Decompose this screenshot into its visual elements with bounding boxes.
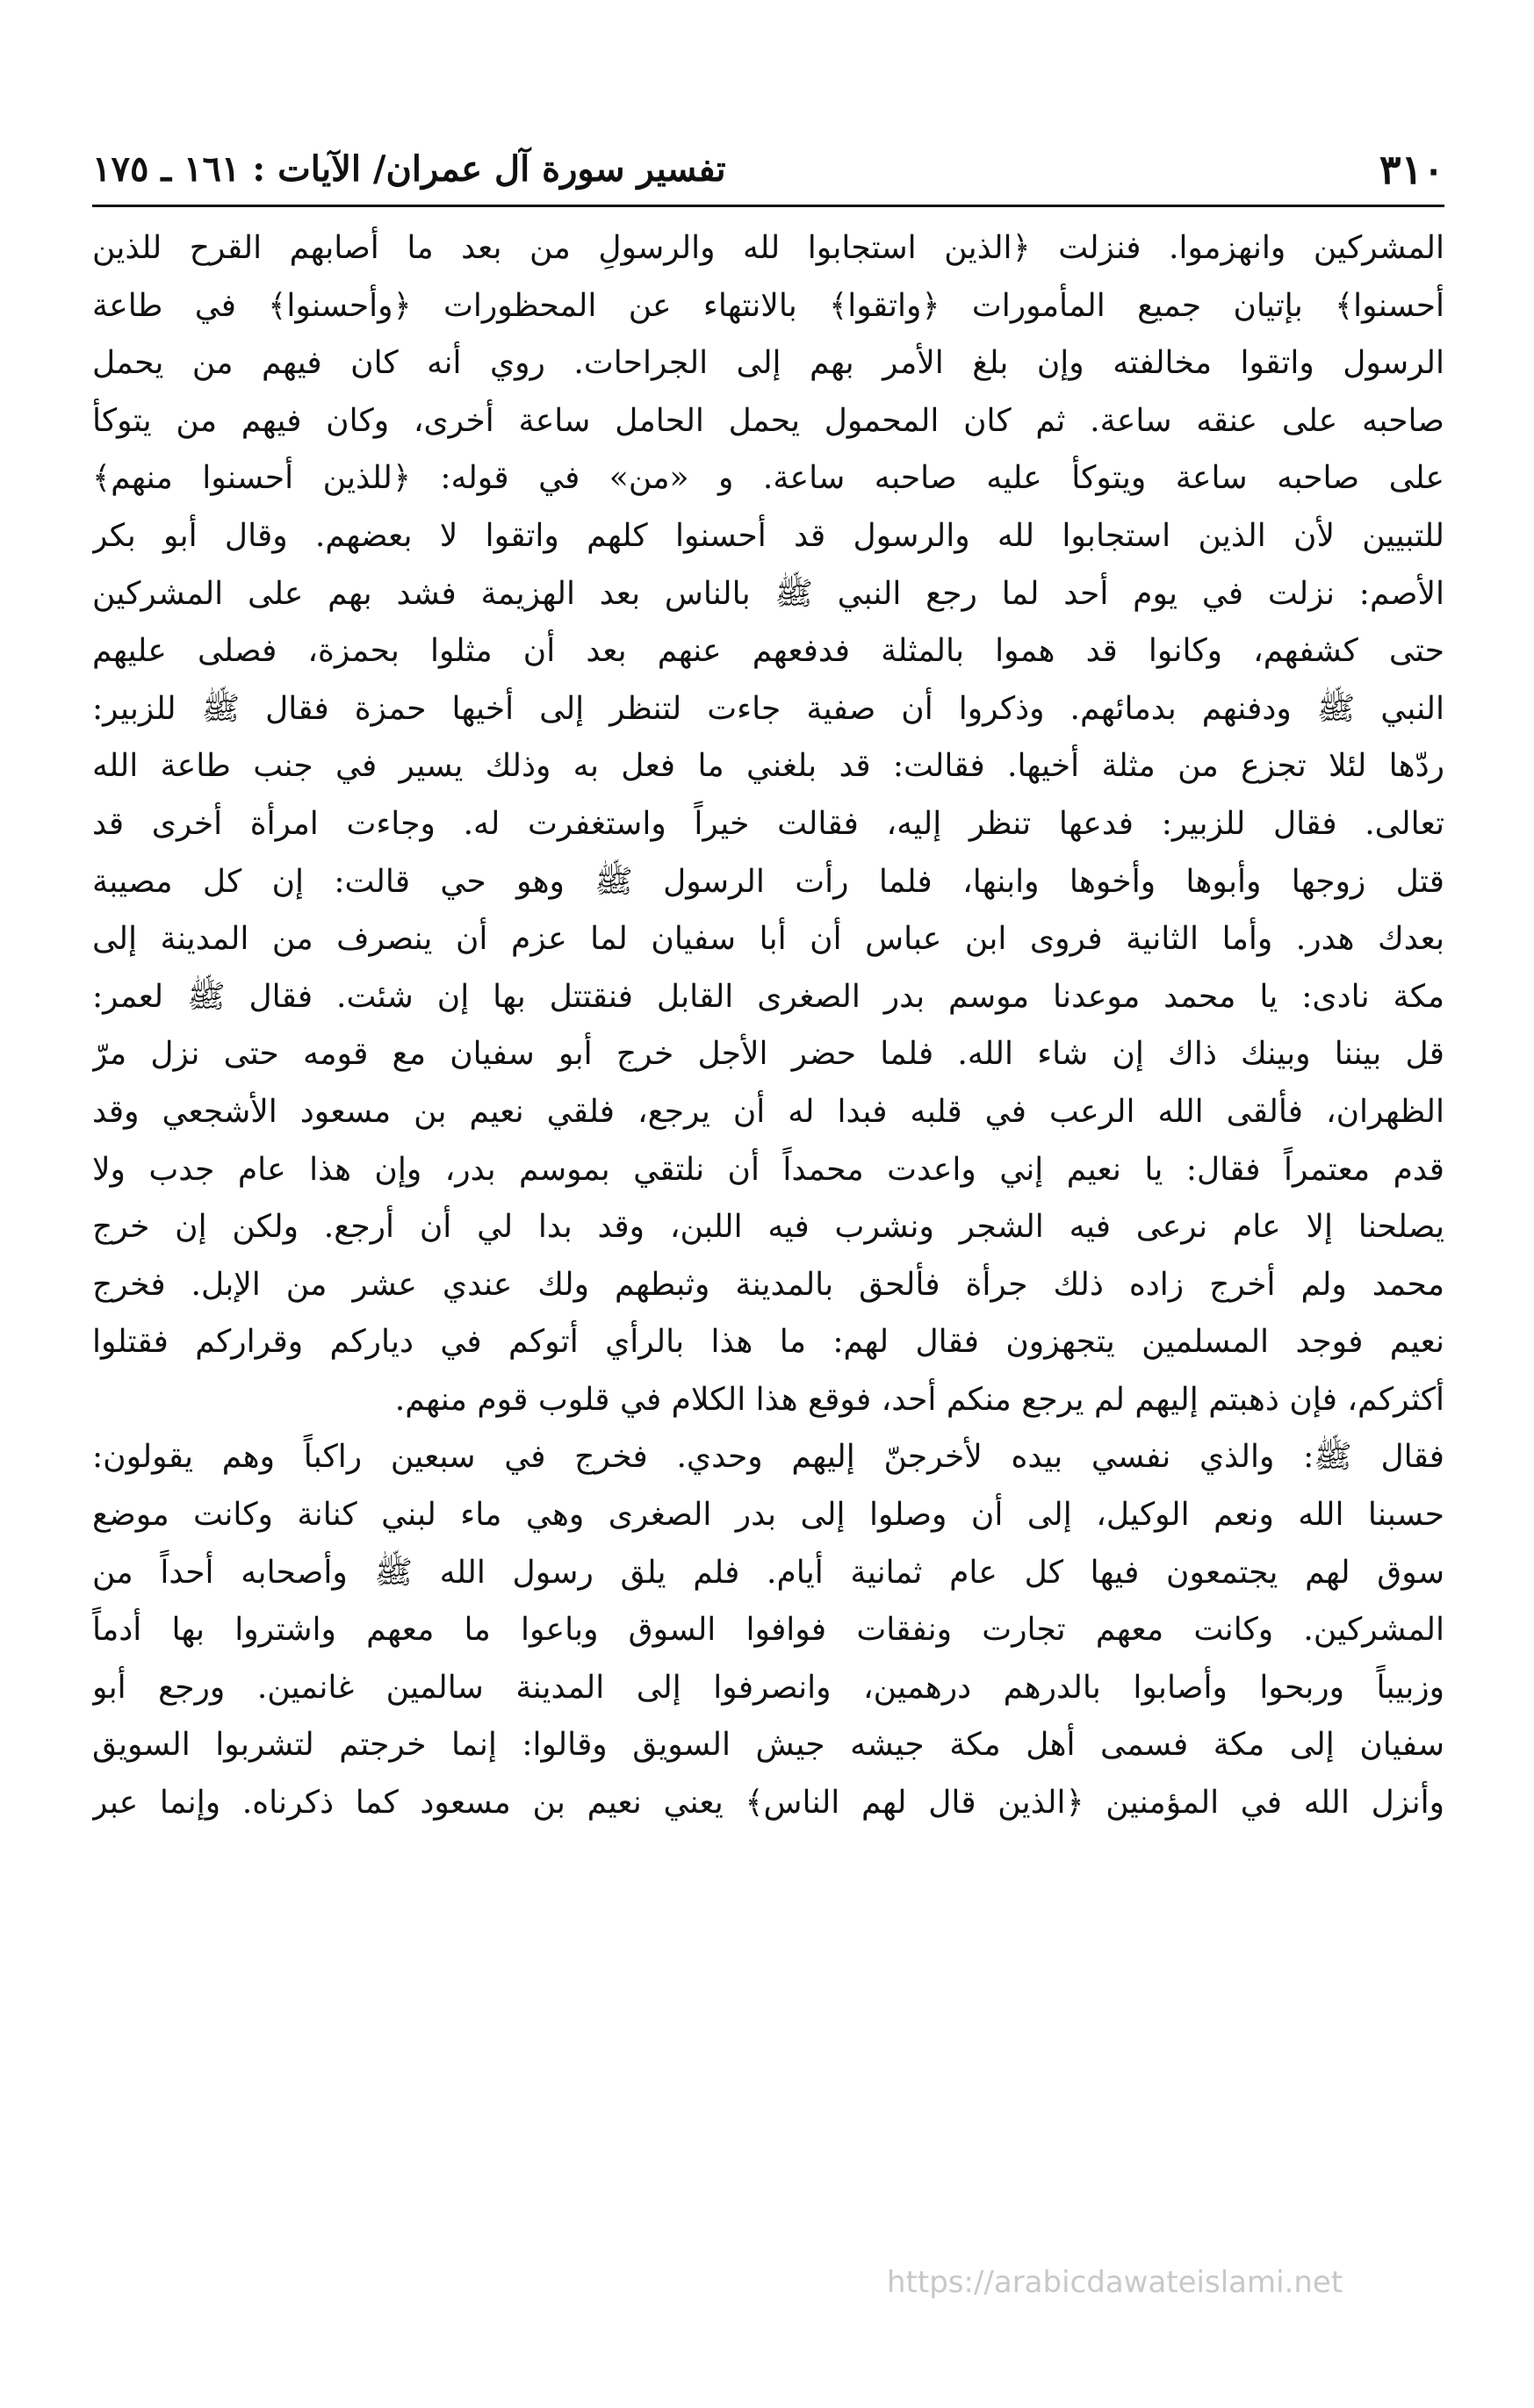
text-line: سفيان إلى مكة فسمى أهل مكة جيشه جيش السويق وقالوا: إنما خرجتم لتشربوا السويق [92, 1727, 1444, 1764]
text-line: حسبنا الله ونعم الوكيل، إلى أن وصلوا إلى بدر الصغرى وهي ماء لبني كنانة وكانت موضع [92, 1497, 1444, 1534]
text-line: قتل زوجها وأبوها وأخوها وابنها، فلما رأت الرسول ﷺ وهو حي قالت: إن كل مصيبة [92, 863, 1444, 900]
running-title: تفسير سورة آل عمران/ الآيات : ١٦١ ـ ١٧٥ [92, 148, 726, 190]
text-line: نعيم فوجد المسلمين يتجهزون فقال لهم: ما هذا بالرأي أتوكم في دياركم وقراركم فقتلوا [92, 1324, 1444, 1361]
text-line: وأنزل الله في المؤمنين ﴿الذين قال لهم الناس﴾ يعني نعيم بن مسعود كما ذكرناه. وإنما عبر [92, 1785, 1444, 1822]
text-line: الرسول واتقوا مخالفته وإن بلغ الأمر بهم إلى الجراحات. روي أنه كان فيهم من يحمل [92, 345, 1444, 382]
text-line: أحسنوا﴾ بإتيان جميع المأمورات ﴿واتقوا﴾ بالانتهاء عن المحظورات ﴿وأحسنوا﴾ في طاعة [92, 287, 1444, 324]
page-header [92, 139, 1444, 200]
text-line: للتبيين لأن الذين استجابوا لله والرسول قد أحسنوا كلهم واتقوا لا بعضهم. وقال أبو بكر [92, 517, 1444, 554]
text-line: النبي ﷺ ودفنهم بدمائهم. وذكروا أن صفية جاءت لتنظر إلى أخيها حمزة فقال ﷺ للزبير: [92, 690, 1444, 727]
text-line: يصلحنا إلا عام نرعى فيه الشجر ونشرب فيه اللبن، وقد بدا لي أن أرجع. ولكن إن خرج [92, 1209, 1444, 1246]
text-line: صاحبه على عنقه ساعة. ثم كان المحمول يحمل الحامل ساعة أخرى، وكان فيهم من يتوكأ [92, 402, 1444, 439]
text-line: قدم معتمراً فقال: يا نعيم إني واعدت محمداً أن نلتقي بموسم بدر، وإن هذا عام جدب ولا [92, 1151, 1444, 1188]
text-line: حتى كشفهم، وكانوا قد هموا بالمثلة فدفعهم عنهم بعد أن مثلوا بحمزة، فصلى عليهم [92, 633, 1444, 670]
text-line: فقال ﷺ: والذي نفسي بيده لأخرجنّ إليهم وحدي. فخرج في سبعين راكباً وهم يقولون: [92, 1439, 1444, 1476]
watermark-url: https://arabicdawateislami.net [887, 2265, 1343, 2300]
text-line: على صاحبه ساعة ويتوكأ عليه صاحبه ساعة. و «من» في قوله: ﴿للذين أحسنوا منهم﴾ [92, 460, 1444, 497]
text-line: تعالى. فقال للزبير: فدعها تنظر إليه، فقالت خيراً واستغفرت له. وجاءت امرأة أخرى قد [92, 805, 1444, 842]
body-text [92, 219, 1444, 1832]
text-line: مكة نادى: يا محمد موعدنا موسم بدر الصغرى القابل فنقتتل بها إن شئت. فقال ﷺ لعمر: [92, 978, 1444, 1015]
text-line: وزبيباً وربحوا وأصابوا بالدرهم درهمين، وانصرفوا إلى المدينة سالمين غانمين. ورجع أبو [92, 1669, 1444, 1706]
text-line: المشركين وانهزموا. فنزلت ﴿الذين استجابوا لله والرسولِ من بعد ما أصابهم القرح للذين [92, 230, 1444, 266]
text-line: الظهران، فألقى الله الرعب في قلبه فبدا له أن يرجع، فلقي نعيم بن مسعود الأشجعي وقد [92, 1093, 1444, 1130]
text-line: قل بيننا وبينك ذاك إن شاء الله. فلما حضر الأجل خرج أبو سفيان مع قومه حتى نزل مرّ [92, 1036, 1444, 1073]
header-divider [92, 205, 1444, 207]
text-line: المشركين. وكانت معهم تجارت ونفقات فوافوا السوق وباعوا ما معهم واشتروا بها أدماً [92, 1612, 1444, 1649]
page-number: ٣١٠ [1379, 146, 1444, 193]
text-line: أكثركم، فإن ذهبتم إليهم لم يرجع منكم أحد، فوقع هذا الكلام في قلوب قوم منهم. [394, 1381, 1444, 1418]
text-line: بعدك هدر. وأما الثانية فروى ابن عباس أن أبا سفيان لما عزم أن ينصرف من المدينة إلى [92, 921, 1444, 958]
text-line: ردّها لئلا تجزع من مثلة أخيها. فقالت: قد بلغني ما فعل به وذلك يسير في جنب طاعة الله [92, 748, 1444, 785]
text-line: سوق لهم يجتمعون فيها كل عام ثمانية أيام. فلم يلق رسول الله ﷺ وأصحابه أحداً من [92, 1554, 1444, 1591]
text-line: محمد ولم أخرج زاده ذلك جرأة فألحق بالمدينة وثبطهم ولك عندي عشر من الإبل. فخرج [92, 1266, 1444, 1303]
text-line: الأصم: نزلت في يوم أحد لما رجع النبي ﷺ بالناس بعد الهزيمة فشد بهم على المشركين [92, 575, 1444, 612]
